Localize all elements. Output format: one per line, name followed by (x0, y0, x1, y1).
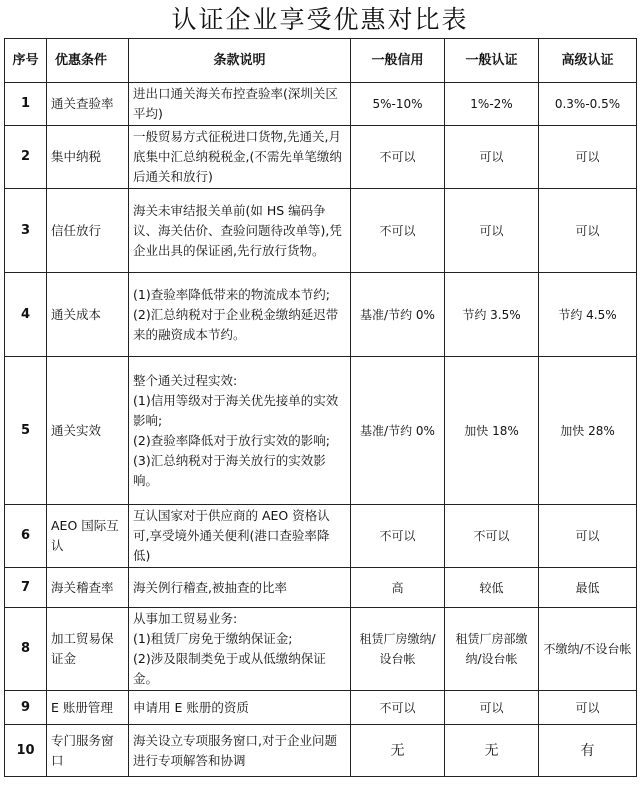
table-row (5, 357, 637, 505)
table-row (5, 126, 637, 189)
row-description (129, 273, 351, 357)
row-general-cert: 可以 (445, 126, 539, 189)
description-line: 进出口通关海关布控查验率(深圳关区平均) (133, 86, 338, 121)
comparison-table (4, 38, 637, 777)
table-row (5, 273, 637, 357)
row-description (129, 691, 351, 725)
description-line: (2)涉及限制类免于或从低缴纳保证金。 (133, 651, 326, 686)
row-seq: 10 (5, 725, 47, 777)
row-condition: AEO 国际互认 (47, 505, 129, 568)
row-seq: 1 (5, 83, 47, 126)
description-line: (1)租赁厂房免于缴纳保证金; (133, 631, 293, 646)
row-advanced-cert: 可以 (539, 505, 637, 568)
row-condition: 加工贸易保证金 (47, 608, 129, 691)
description-line: 海关例行稽查,被抽查的比率 (133, 579, 287, 595)
row-description (129, 83, 351, 126)
row-seq: 8 (5, 608, 47, 691)
header-advanced-cert: 高级认证 (539, 39, 637, 83)
row-general-credit: 不可以 (351, 126, 445, 189)
row-general-credit: 不可以 (351, 691, 445, 725)
row-advanced-cert: 节约 4.5% (539, 273, 637, 357)
table-body (5, 83, 637, 777)
row-advanced-cert: 加快 28% (539, 357, 637, 505)
row-description (129, 357, 351, 505)
page-title: 认证企业享受优惠对比表 (171, 5, 469, 34)
row-general-credit: 5%-10% (351, 83, 445, 126)
header-general-cert: 一般认证 (445, 39, 539, 83)
row-description (129, 189, 351, 273)
row-description (129, 505, 351, 568)
row-advanced-cert: 不缴纳/不设台帐 (539, 608, 637, 691)
table-row (5, 691, 637, 725)
description-line: (1)信用等级对于海关优先接单的实效影响; (133, 392, 339, 428)
row-general-cert: 可以 (445, 189, 539, 273)
table-row (5, 725, 637, 777)
description-line: (1)查验率降低带来的物流成本节约; (133, 286, 330, 302)
row-condition: 集中纳税 (47, 126, 129, 189)
header-seq: 序号 (5, 39, 47, 83)
row-advanced-cert: 可以 (539, 691, 637, 725)
row-seq: 2 (5, 126, 47, 189)
row-seq: 3 (5, 189, 47, 273)
row-general-cert: 无 (445, 725, 539, 777)
row-advanced-cert: 有 (539, 725, 637, 777)
row-general-cert: 1%-2% (445, 83, 539, 126)
header-general-credit: 一般信用 (351, 39, 445, 83)
row-general-cert: 可以 (445, 691, 539, 725)
row-advanced-cert: 0.3%-0.5% (539, 83, 637, 126)
row-advanced-cert: 可以 (539, 189, 637, 273)
description-line: 申请用 E 账册的资质 (133, 699, 249, 715)
description-line: 一般贸易方式征税进口货物,先通关,月底集中汇总纳税税金,(不需先单笔缴纳后通关和放行) (133, 129, 342, 184)
row-general-cert: 较低 (445, 568, 539, 608)
table-row (5, 568, 637, 608)
description-line: 互认国家对于供应商的 AEO 资格认可,享受境外通关便利(港口查验率降低) (133, 508, 330, 563)
row-seq: 5 (5, 357, 47, 505)
description-line: 海关未审结报关单前(如 HS 编码争议、海关估价、查验问题待改单等),凭企业出具的保证函,先行放行货物。 (133, 202, 342, 258)
row-description (129, 725, 351, 777)
row-general-credit: 高 (351, 568, 445, 608)
row-advanced-cert: 最低 (539, 568, 637, 608)
row-general-cert: 租赁厂房部缴纳/设台帐 (445, 608, 539, 691)
row-seq: 7 (5, 568, 47, 608)
header-description: 条款说明 (129, 39, 351, 83)
row-description (129, 568, 351, 608)
header-condition: 优惠条件 (47, 39, 129, 83)
row-seq: 4 (5, 273, 47, 357)
description-line: 海关设立专项服务窗口,对于企业问题进行专项解答和协调 (133, 732, 337, 768)
row-condition: 通关实效 (47, 357, 129, 505)
description-line: 从事加工贸易业务: (133, 611, 238, 626)
row-general-credit: 基准/节约 0% (351, 273, 445, 357)
row-condition: 通关成本 (47, 273, 129, 357)
description-line: 整个通关过程实效: (133, 372, 238, 388)
row-general-credit: 无 (351, 725, 445, 777)
row-seq: 9 (5, 691, 47, 725)
row-seq: 6 (5, 505, 47, 568)
description-line: (2)汇总纳税对于企业税金缴纳延迟带来的融资成本节约。 (133, 306, 339, 342)
row-condition: 信任放行 (47, 189, 129, 273)
row-general-cert: 加快 18% (445, 357, 539, 505)
row-general-credit: 基准/节约 0% (351, 357, 445, 505)
row-general-cert: 节约 3.5% (445, 273, 539, 357)
row-general-cert: 不可以 (445, 505, 539, 568)
description-line: (2)查验率降低对于放行实效的影响; (133, 432, 330, 448)
table-row (5, 83, 637, 126)
header-row (5, 39, 637, 83)
row-advanced-cert: 可以 (539, 126, 637, 189)
row-condition: 专门服务窗口 (47, 725, 129, 777)
table-row (5, 189, 637, 273)
row-general-credit: 租赁厂房缴纳/设台帐 (351, 608, 445, 691)
row-description (129, 126, 351, 189)
row-condition: E 账册管理 (47, 691, 129, 725)
row-condition: 通关查验率 (47, 83, 129, 126)
row-condition: 海关稽查率 (47, 568, 129, 608)
table-row (5, 608, 637, 691)
row-general-credit: 不可以 (351, 505, 445, 568)
row-general-credit: 不可以 (351, 189, 445, 273)
table-row (5, 505, 637, 568)
description-line: (3)汇总纳税对于海关放行的实效影响。 (133, 452, 326, 488)
row-description (129, 608, 351, 691)
